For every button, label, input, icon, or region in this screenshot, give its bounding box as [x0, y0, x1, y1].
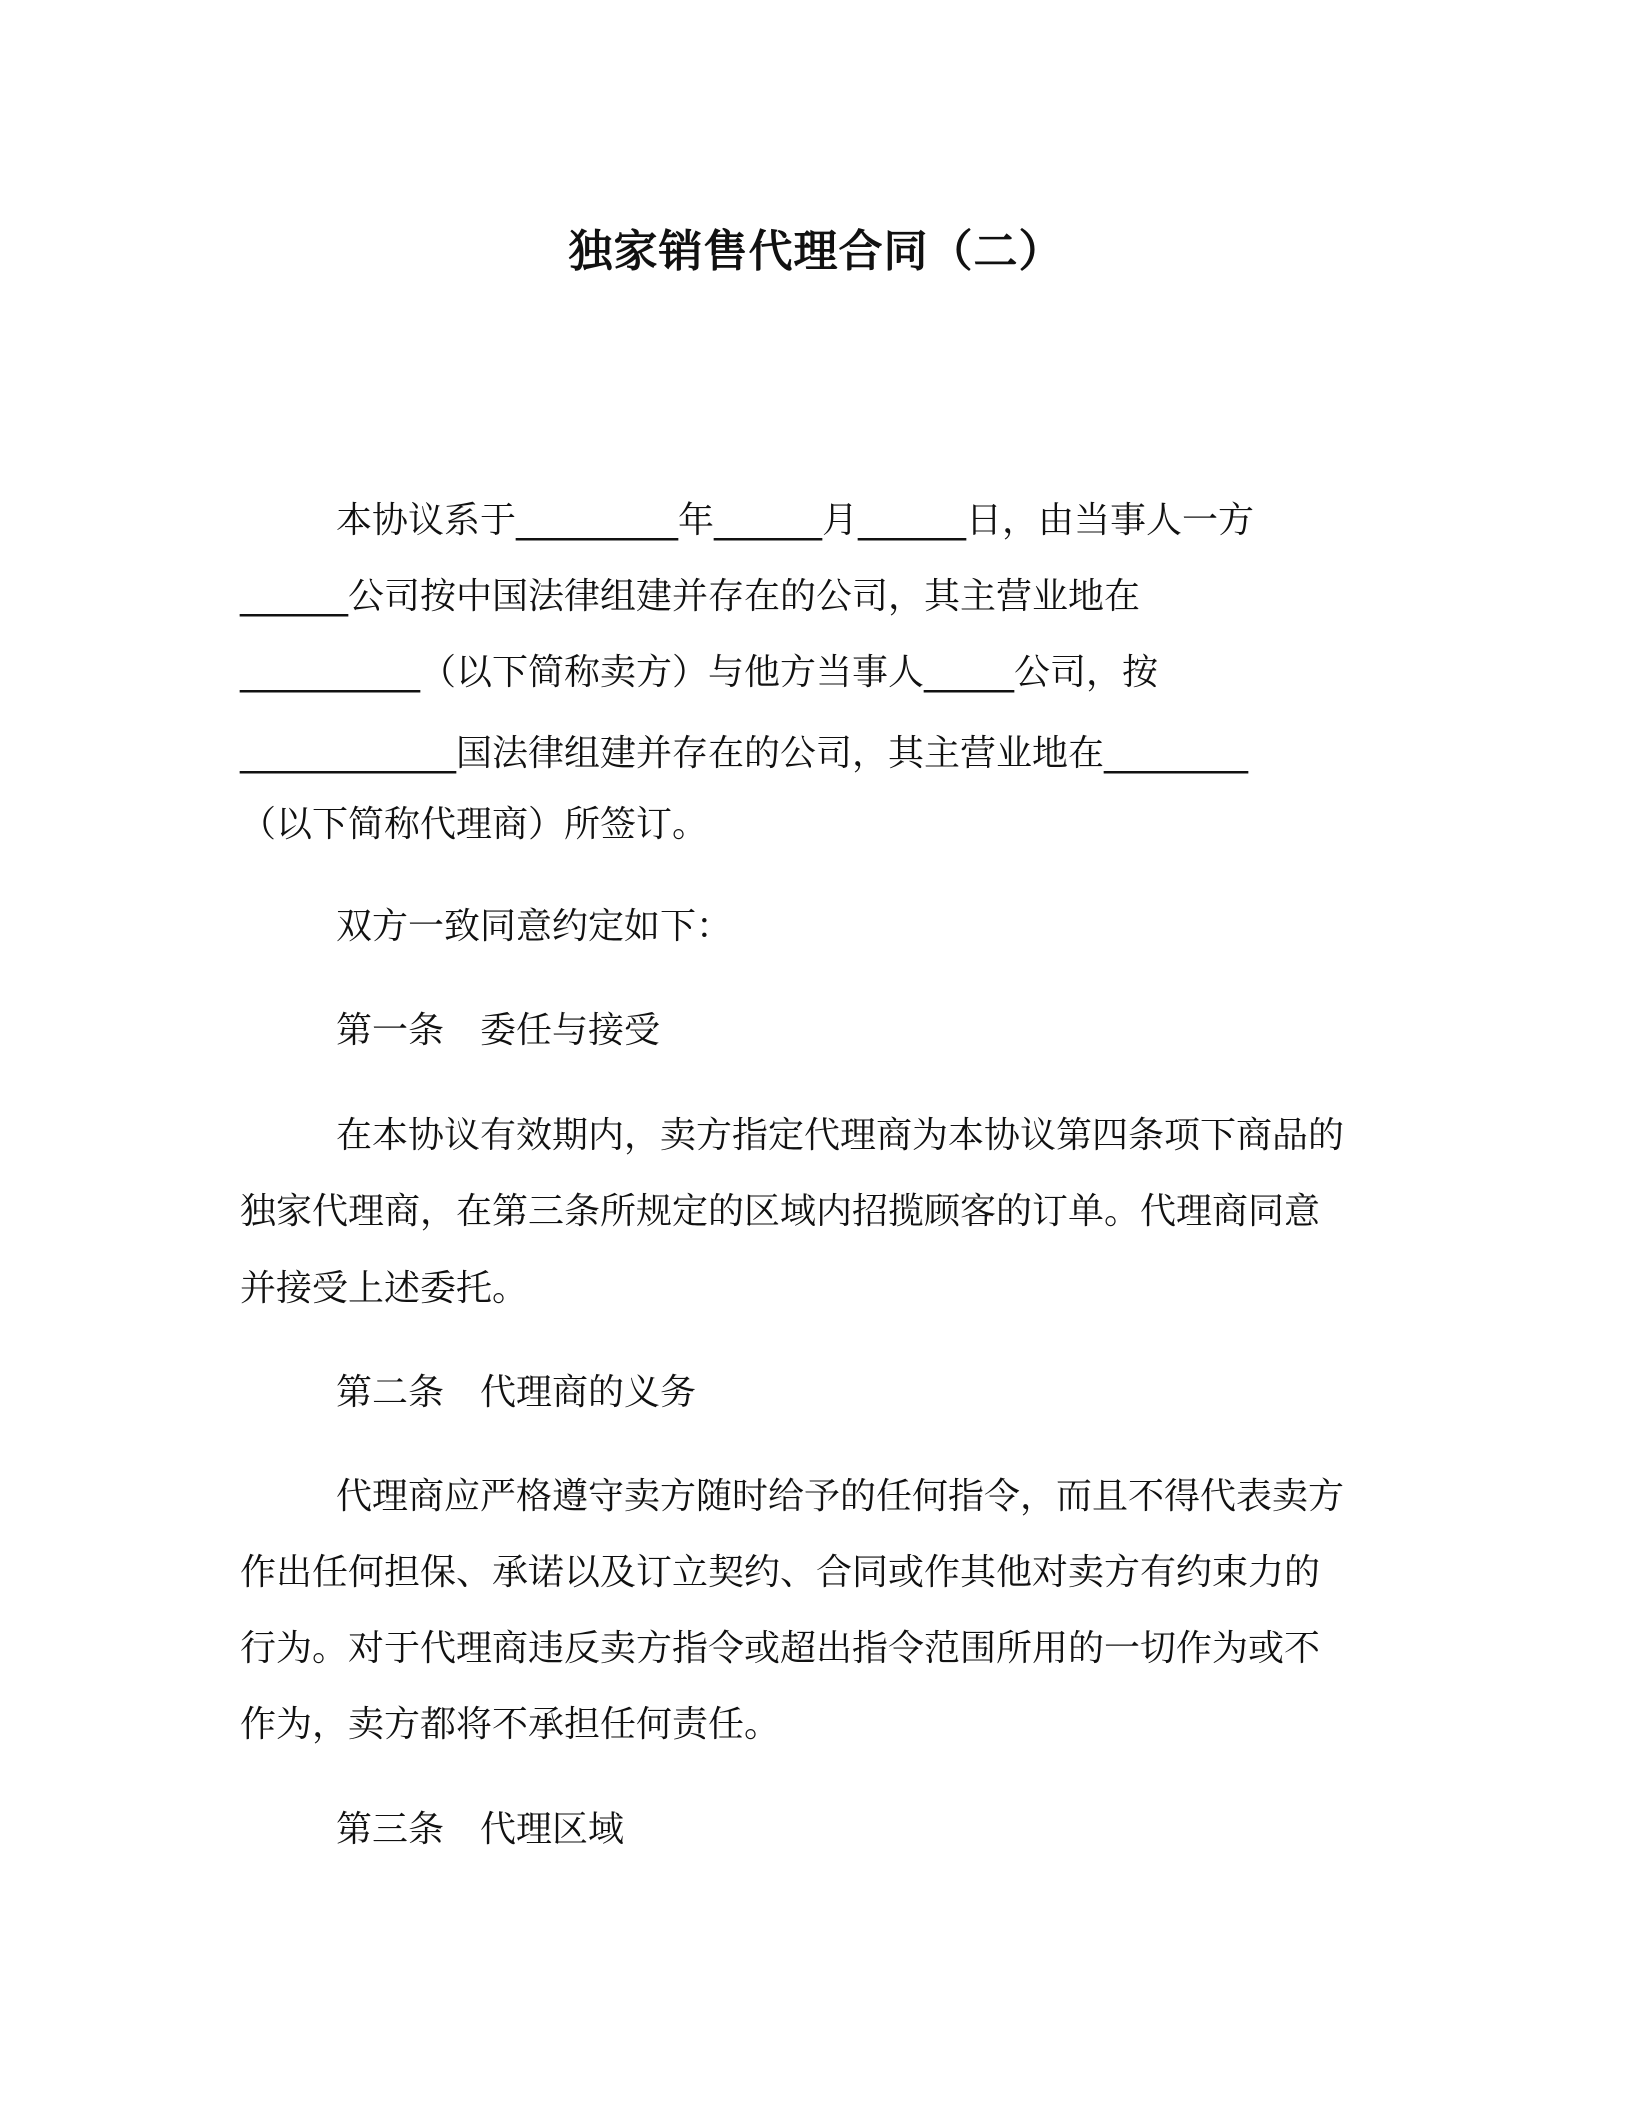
article-2-line-1: 代理商应严格遵守卖方随时给予的任何指令，而且不得代表卖方	[336, 1476, 1345, 1517]
article-2-line-3: 行为。对于代理商违反卖方指令或超出指令范围所用的一切作为或不	[240, 1628, 1321, 1669]
agreement-line: 双方一致同意约定如下：	[336, 906, 733, 947]
intro-line-3: __________（以下简称卖方）与他方当事人_____公司，按	[240, 652, 1159, 693]
intro-line-1: 本协议系于_________年______月______日，由当事人一方	[336, 500, 1255, 541]
article-2-line-2: 作出任何担保、承诺以及订立契约、合同或作其他对卖方有约束力的	[240, 1552, 1321, 1593]
article-2-heading: 第二条 代理商的义务	[336, 1372, 697, 1413]
article-1-heading: 第一条 委任与接受	[336, 1010, 661, 1051]
intro-line-2: ______公司按中国法律组建并存在的公司，其主营业地在	[240, 576, 1141, 617]
intro-line-4: ____________国法律组建并存在的公司，其主营业地在________	[240, 733, 1249, 774]
article-2-line-4: 作为，卖方都将不承担任何责任。	[240, 1704, 781, 1745]
article-1-line-1: 在本协议有效期内，卖方指定代理商为本协议第四条项下商品的	[336, 1115, 1345, 1156]
intro-line-5: （以下简称代理商）所签订。	[240, 804, 709, 845]
article-1-line-3: 并接受上述委托。	[240, 1268, 529, 1309]
document-title: 独家销售代理合同（二）	[568, 226, 1064, 277]
article-1-line-2: 独家代理商，在第三条所规定的区域内招揽顾客的订单。代理商同意	[240, 1191, 1321, 1232]
article-3-heading: 第三条 代理区域	[336, 1809, 625, 1850]
